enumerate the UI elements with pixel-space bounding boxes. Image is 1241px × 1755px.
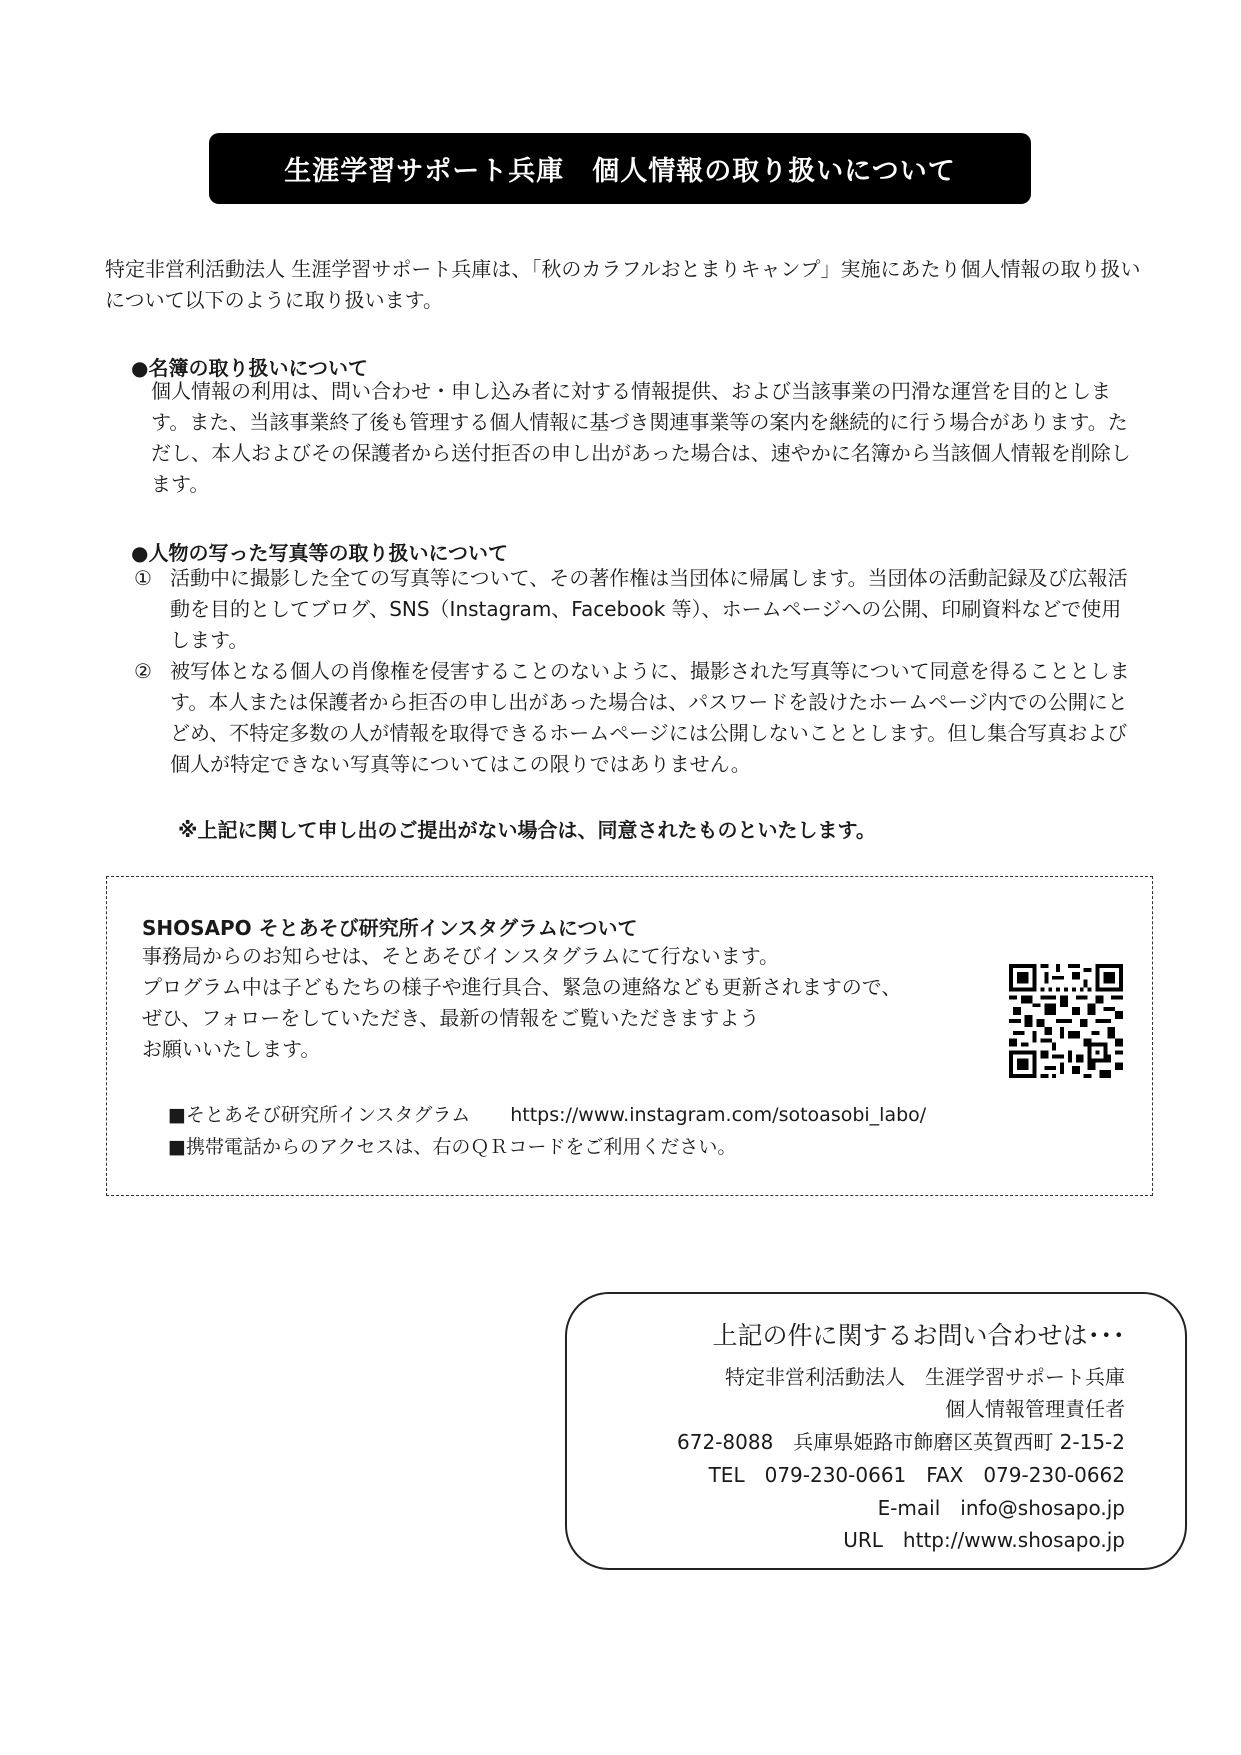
item-number: ② (134, 659, 152, 683)
item-text: 活動中に撮影した全ての写真等について、その著作権は当団体に帰属します。当団体の活動記録及び広報活動を目的としてブログ、SNS（Instagram、Facebook 等）、ホームページへの公開、印刷資料などで使用します。 (170, 566, 1128, 652)
contact-org: 特定非営利活動法人 生涯学習サポート兵庫 (725, 1365, 1125, 1389)
contact-address: 672-8088 兵庫県姫路市飾磨区英賀西町 2-15-2 (677, 1430, 1125, 1454)
instagram-bullet-label: ■そとあそび研究所インスタグラム (168, 1104, 471, 1126)
instagram-bullet (168, 1100, 926, 1127)
instagram-line: 事務局からのお知らせは、そとあそびインスタグラムにて行ないます。 (142, 944, 779, 968)
instagram-url-link[interactable]: https://www.instagram.com/sotoasobi_labo/ (510, 1104, 927, 1126)
item-text: 被写体となる個人の肖像権を侵害することのないように、撮影された写真等について同意を得ることとします。本人または保護者から拒否の申し出があった場合は、パスワードを設けたホームページ内での公開にとどめ、不特定多数の人が情報を取得できるホームページには公開しないこととします。但し集合写真および個人が特定できない写真等についてはこの限りではありません。 (170, 659, 1130, 776)
list-item (134, 656, 1134, 780)
item-number: ① (134, 566, 152, 590)
instagram-heading: SHOSAPO そとあそび研究所インスタグラムについて (142, 916, 638, 940)
page-title: 生涯学習サポート兵庫 個人情報の取り扱いについて (284, 156, 956, 187)
contact-heading: 上記の件に関するお問い合わせは･･･ (712, 1321, 1125, 1350)
contact-url[interactable]: URL http://www.shosapo.jp (843, 1528, 1125, 1552)
consent-notice: ※上記に関して申し出のご提出がない場合は、同意されたものといたします。 (178, 818, 876, 842)
title-bar (209, 133, 1031, 204)
contact-role: 個人情報管理責任者 (945, 1397, 1125, 1421)
section-heading-photos: ●人物の写った写真等の取り扱いについて (131, 541, 509, 565)
instagram-line: お願いいたします。 (142, 1037, 321, 1061)
instagram-line: プログラム中は子どもたちの様子や進行具合、緊急の連絡なども更新されますので、 (142, 975, 902, 999)
qr-access-note: ■携帯電話からのアクセスは、右のＱＲコードをご利用ください。 (168, 1136, 737, 1158)
list-item (134, 563, 1134, 656)
section-body-roster: 個人情報の利用は、問い合わせ・申し込み者に対する情報提供、および当該事業の円滑な運営を目的とします。また、当該事業終了後も管理する個人情報に基づき関連事業等の案内を継続的に行う場合があります。ただし、本人およびその保護者から送付拒否の申し出があった場合は、速やかに名簿から当該個人情報を削除します。 (151, 379, 1131, 496)
qr-code-icon[interactable] (1009, 964, 1123, 1078)
contact-email[interactable]: E-mail info@shosapo.jp (877, 1496, 1125, 1520)
instagram-line: ぜひ、フォローをしていただき、最新の情報をご覧いただきますよう (142, 1006, 760, 1030)
intro-text: 特定非営利活動法人 生涯学習サポート兵庫は、「秋のカラフルおとまりキャンプ」実施にあたり個人情報の取り扱いについて以下のように取り扱います。 (105, 257, 1141, 312)
section-heading-roster: ●名簿の取り扱いについて (131, 356, 369, 380)
contact-tel-fax: TEL 079-230-0661 FAX 079-230-0662 (708, 1463, 1125, 1487)
